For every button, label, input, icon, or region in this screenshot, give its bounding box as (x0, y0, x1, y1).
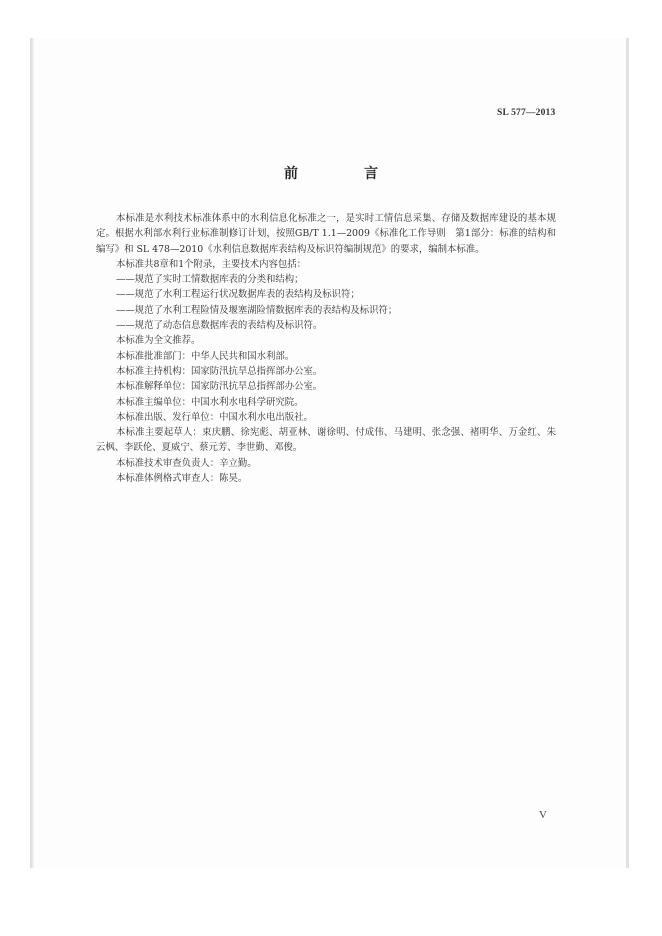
info-line: 本标准为全文推荐。 (116, 335, 201, 347)
info-line: 本标准批准部门：中华人民共和国水利部。 (116, 350, 295, 362)
info-line: 本标准体例格式审查人：陈昊。 (116, 473, 248, 485)
standard-code: SL 577—2013 (497, 108, 556, 118)
contents-intro: 本标准共8章和1个附录，主要技术内容包括： (116, 258, 307, 270)
content-item: ——规范了水利工程运行状况数据库表的表结构及标识符； (116, 289, 360, 301)
info-line: 本标准出版、发行单位：中国水利水电出版社。 (116, 411, 313, 423)
page-number: V (539, 809, 547, 821)
content-item: ——规范了水利工程险情及堰塞湖险情数据库表的表结构及标识符； (116, 304, 398, 316)
intro-paragraph: 本标准是水利技术标准体系中的水利信息化标准之一，是实时工情信息采集、存储及数据库建设的基本规定。根据水利部水利行业标准制修订计划，按照GB/T 1.1—2009《标准化工作导则 第1部分：标准的结构和编写》和 SL 478—2010《水利信息数据库表结构及标识符编制规范》的要求，编制本标准。 (96, 213, 556, 255)
page-title: 前 言 (284, 166, 404, 182)
info-line: 本标准技术审查负责人：辛立勤。 (116, 457, 257, 469)
content-item: ——规范了动态信息数据库表的表结构及标识符。 (116, 320, 323, 332)
preface-body (96, 211, 556, 486)
info-line: 本标准主持机构：国家防汛抗旱总指挥部办公室。 (116, 365, 323, 377)
info-line: 本标准解释单位：国家防汛抗旱总指挥部办公室。 (116, 381, 323, 393)
drafters-line: 本标准主要起草人：束庆鹏、徐宪彪、胡亚林、谢徐明、付成伟、马建明、张念强、褚明华、万金红、朱云枫、李跃伦、夏威宁、蔡元芳、李世勤、邓俊。 (96, 427, 556, 454)
content-item: ——规范了实时工情数据库表的分类和结构； (116, 274, 304, 286)
info-line: 本标准主编单位：中国水利水电科学研究院。 (116, 396, 304, 408)
